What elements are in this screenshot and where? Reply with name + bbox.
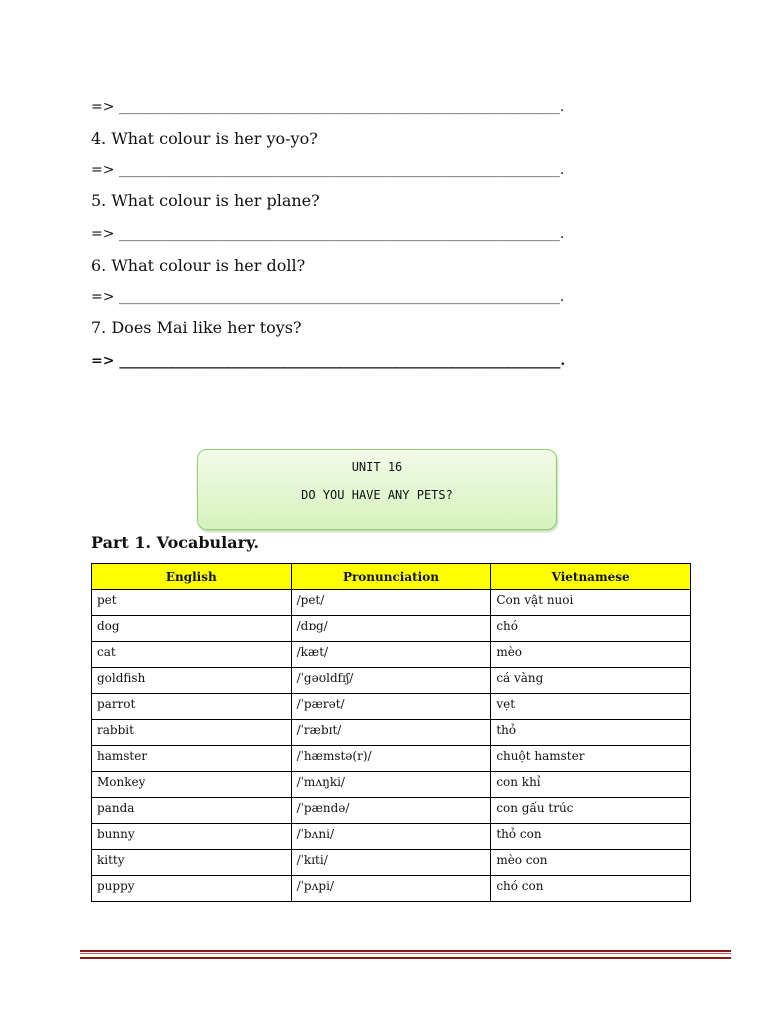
unit-number: UNIT 16 [351,460,403,474]
cell-vietnamese: Con vật nuoi [491,590,691,616]
cell-vietnamese: chuột hamster [491,746,691,772]
unit-title-box [197,449,557,530]
vocabulary-table [91,563,691,902]
cell-vietnamese: thỏ con [491,824,691,850]
table-header-row [92,564,691,590]
footer-rule [80,950,731,959]
cell-english: pet [92,590,292,616]
cell-pronunciation: /ˈbʌni/ [291,824,491,850]
table-row [92,642,691,668]
cell-english: hamster [92,746,292,772]
cell-english: goldfish [92,668,292,694]
cell-vietnamese: chó [491,616,691,642]
table-row [92,694,691,720]
cell-pronunciation: /ˈhæmstə(r)/ [291,746,491,772]
table-row [92,798,691,824]
cell-vietnamese: mèo [491,642,691,668]
answer-line-7: => _______________________________________________________________. [91,353,566,369]
cell-vietnamese: mèo con [491,850,691,876]
question-4: 4. What colour is her yo-yo? [91,129,318,148]
cell-english: parrot [92,694,292,720]
table-row [92,590,691,616]
table-row [92,824,691,850]
cell-english: dog [92,616,292,642]
table-row [92,746,691,772]
table-row [92,850,691,876]
cell-pronunciation: /ˈpʌpi/ [291,876,491,902]
table-row [92,876,691,902]
header-vietnamese: Vietnamese [491,564,691,590]
table-row [92,616,691,642]
header-english: English [92,564,292,590]
cell-pronunciation: /kæt/ [291,642,491,668]
header-pronunciation: Pronunciation [291,564,491,590]
cell-english: cat [92,642,292,668]
cell-vietnamese: cá vàng [491,668,691,694]
part-title: Part 1. Vocabulary. [91,533,260,552]
cell-pronunciation: /ˈkɪti/ [291,850,491,876]
cell-vietnamese: chó con [491,876,691,902]
cell-english: bunny [92,824,292,850]
answer-line-5: => _______________________________________________________________. [91,226,565,242]
cell-vietnamese: thỏ [491,720,691,746]
table-row [92,668,691,694]
cell-pronunciation: /ˈpærət/ [291,694,491,720]
cell-english: kitty [92,850,292,876]
cell-pronunciation: /dɒg/ [291,616,491,642]
cell-vietnamese: con khỉ [491,772,691,798]
answer-line-6: => _______________________________________________________________. [91,289,565,305]
cell-english: panda [92,798,292,824]
unit-title: DO YOU HAVE ANY PETS? [301,488,453,502]
cell-vietnamese: vẹt [491,694,691,720]
question-7: 7. Does Mai like her toys? [91,318,302,337]
cell-english: rabbit [92,720,292,746]
question-6: 6. What colour is her doll? [91,256,306,275]
table-body [92,590,691,902]
cell-pronunciation: /pet/ [291,590,491,616]
answer-line-4: => _______________________________________________________________. [91,162,565,178]
table-row [92,720,691,746]
cell-pronunciation: /ˈmʌŋki/ [291,772,491,798]
cell-pronunciation: /ˈgəʊldfɪʃ/ [291,668,491,694]
cell-pronunciation: /ˈpændə/ [291,798,491,824]
cell-english: Monkey [92,772,292,798]
question-5: 5. What colour is her plane? [91,191,320,210]
answer-line-3: => _______________________________________________________________. [91,99,565,115]
table-row [92,772,691,798]
cell-english: puppy [92,876,292,902]
cell-vietnamese: con gấu trúc [491,798,691,824]
cell-pronunciation: /ˈræbɪt/ [291,720,491,746]
